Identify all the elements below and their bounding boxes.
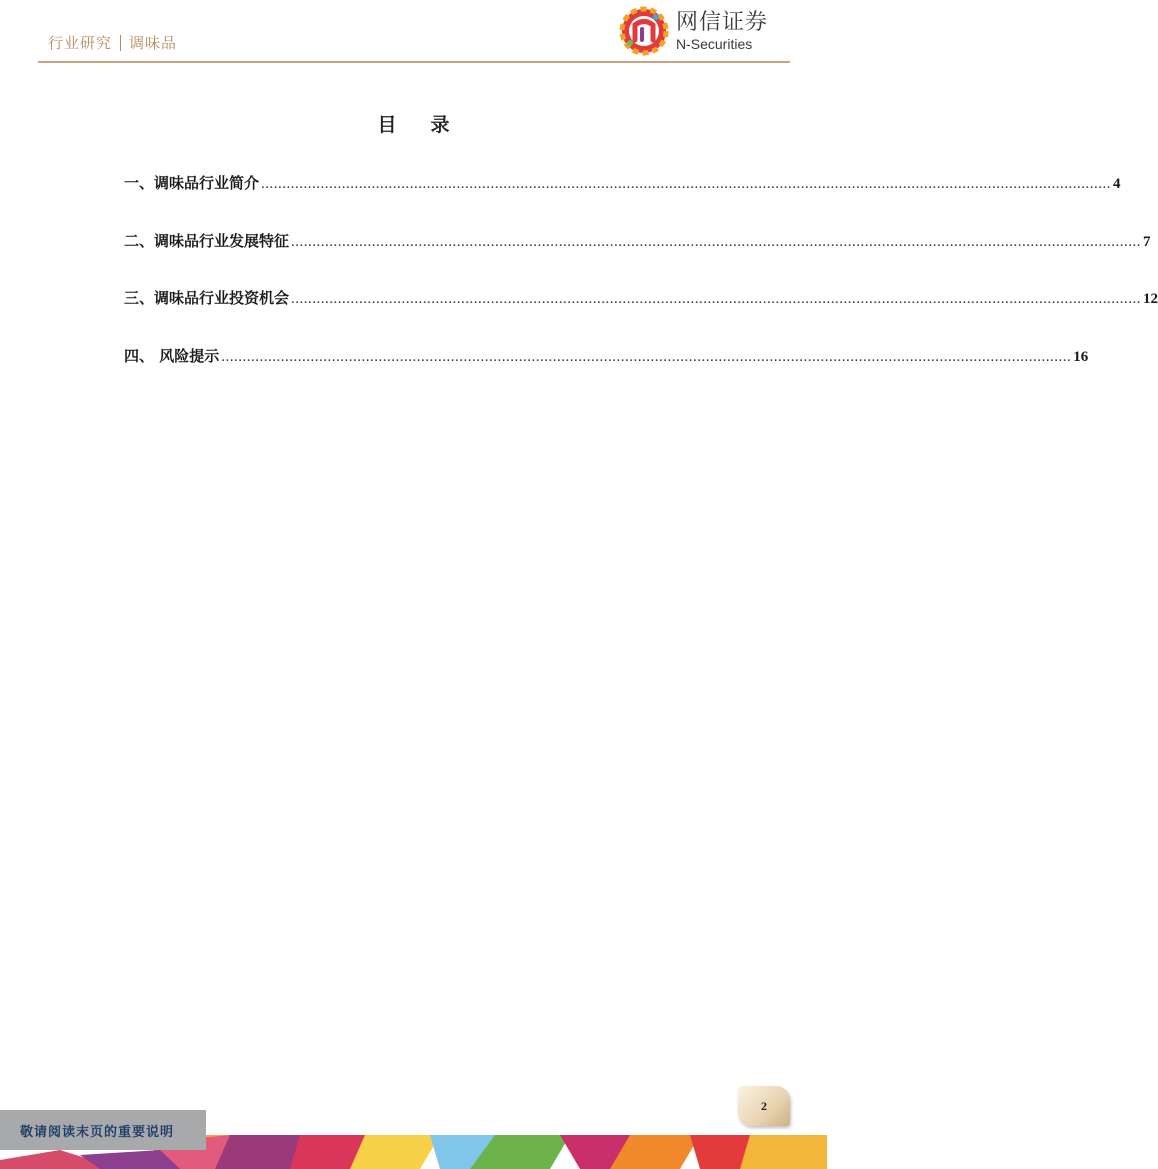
toc-leader-dots: ........................................................................................................................................................................................................ — [261, 176, 1112, 192]
toc-entry-label: 三、调味品行业投资机会 — [124, 289, 290, 307]
important-notice-text: 敬请阅读末页的重要说明 — [20, 1124, 175, 1140]
toc-title — [0, 110, 827, 137]
toc-entry-page: 12 — [1143, 291, 1158, 307]
logo-chinese-name: 网信证券 — [676, 9, 769, 35]
toc-entry-3[interactable] — [124, 287, 1158, 315]
toc-entry-page: 7 — [1143, 233, 1151, 250]
header-section-label: 行业研究 — [48, 34, 113, 52]
toc-entry-label: 二、调味品行业发展特征 — [124, 231, 290, 250]
toc-leader-dots: ........................................................................................................................................................................................................ — [291, 233, 1142, 250]
header-topic-label: 调味品 — [129, 34, 178, 52]
toc-entry-2[interactable] — [124, 230, 1151, 258]
table-of-contents — [124, 172, 1158, 402]
important-notice-banner — [0, 1110, 206, 1150]
toc-entry-label: 四、 风险提示 — [124, 346, 220, 365]
toc-entry-4[interactable] — [124, 345, 1089, 373]
logo-english-name: N-Securities — [676, 35, 753, 52]
toc-entry-page: 16 — [1073, 348, 1089, 365]
toc-title-char-2: 录 — [430, 114, 450, 136]
header-divider — [120, 35, 121, 51]
toc-entry-label: 一、调味品行业简介 — [124, 174, 260, 192]
toc-leader-dots: ........................................................................................................................................................................................................ — [221, 348, 1072, 365]
page-number-badge — [738, 1086, 790, 1126]
toc-leader-dots: ........................................................................................................................................................................................................ — [291, 291, 1142, 307]
toc-entry-page: 4 — [1113, 176, 1121, 192]
page-number: 2 — [761, 1098, 767, 1113]
n-securities-logo-icon — [620, 7, 668, 55]
toc-entry-1[interactable] — [124, 172, 1121, 200]
toc-title-char-1: 目 — [377, 114, 397, 136]
company-logo — [620, 7, 768, 55]
header-breadcrumb — [48, 32, 177, 53]
header-divider-line — [38, 61, 790, 63]
